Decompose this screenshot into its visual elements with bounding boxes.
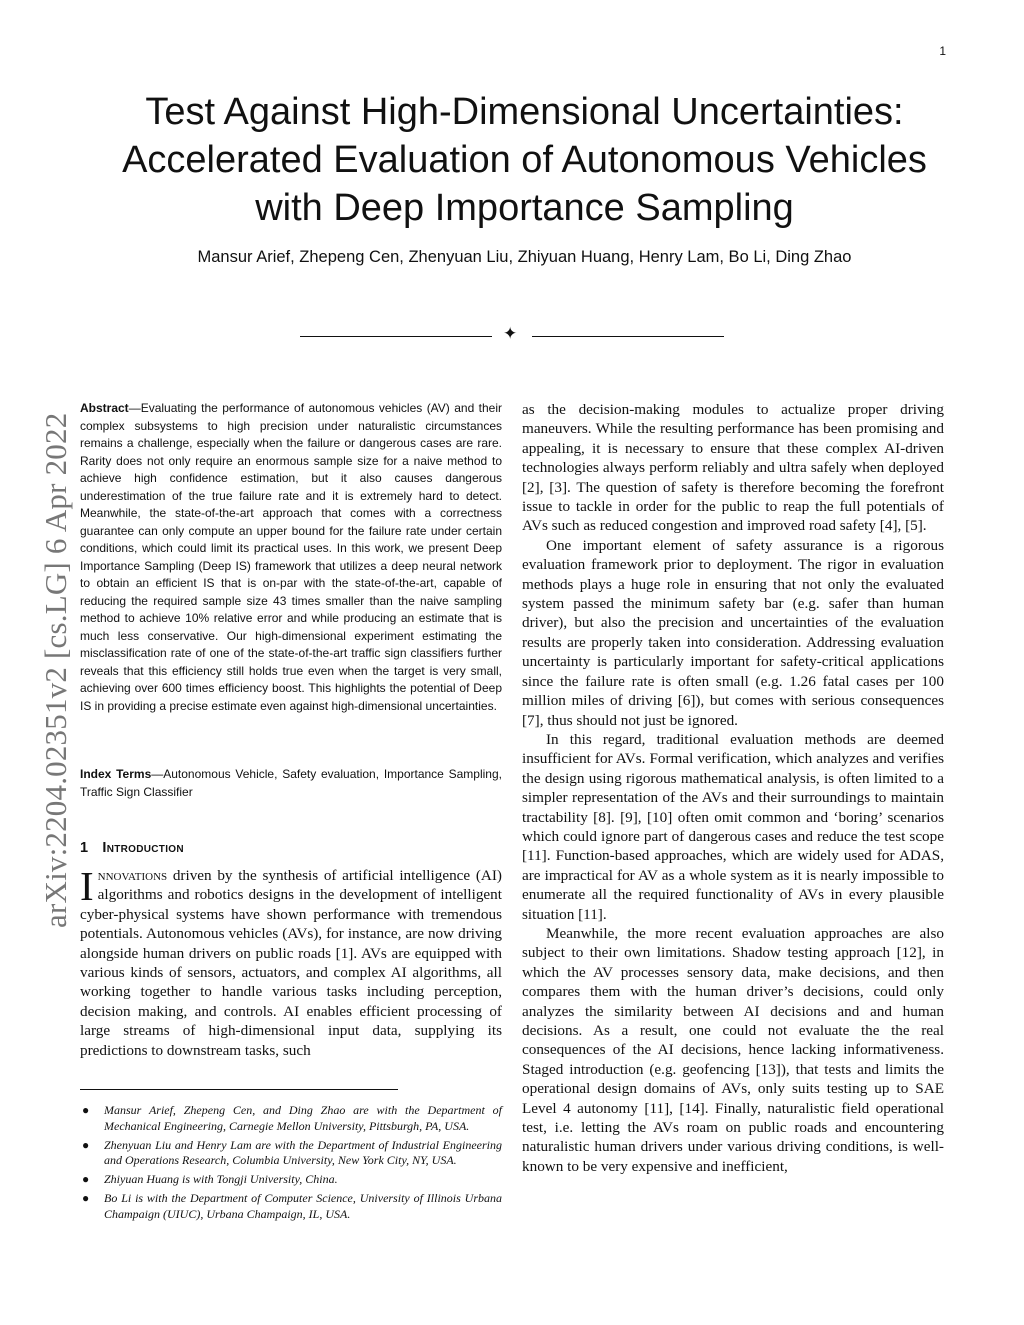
divider-line-right bbox=[532, 336, 724, 337]
affiliation-footnotes bbox=[80, 1103, 502, 1226]
title-line-2: Accelerated Evaluation of Autonomous Vehicles bbox=[122, 139, 927, 181]
footnote-text: Mansur Arief, Zhepeng Cen, and Ding Zhao are with the Department of Mechanical Engineering, Carnegie Mellon University, Pittsburgh, PA, USA. bbox=[104, 1103, 502, 1133]
body-paragraph: In this regard, traditional evaluation methods are deemed insufficient for AVs. Formal verification, which analyzes and verifies the design using rigorous mathematical analysis, is often limited to a simpler representation of the AVs and their surroundings to maintain tractability [8]. [9], [10] often omit common and ‘boring’ scenarios which could ignore part of dangerous cases and reduce the test scope [11]. Function-based approaches, which are widely used for ADAS, are impractical for AV as a whole system as it is nearly impossible to enumerate all the required functionality of AVs in every plausible situation [11]. bbox=[522, 730, 944, 923]
intro-text: driven by the synthesis of artificial intelligence (AI) algorithms and robotics designs in the development of intelligent cyber-physical systems have shown performance with tremendous potentials. Autonomous vehicles (AVs), for instance, are now driving alongside human drivers on public roads [1]. AVs are equipped with various kinds of sensors, actuators, and complex AI algorithms, all working together to handle various tasks including perception, decision making, and controls. AI enables efficient processing of large streams of high-dimensional input data, supplying its predictions to downstream tasks, such bbox=[80, 867, 502, 1059]
index-terms-label: Index Terms bbox=[80, 767, 152, 781]
divider-star-icon: ✦ bbox=[503, 324, 518, 344]
footnote-text: Zhiyuan Huang is with Tongji University, China. bbox=[104, 1172, 338, 1187]
footnote-item bbox=[80, 1172, 502, 1188]
footnote-item bbox=[80, 1191, 502, 1223]
abstract bbox=[80, 400, 502, 715]
title-line-1: Test Against High-Dimensional Uncertainties: bbox=[145, 91, 904, 133]
page-number: 1 bbox=[939, 44, 946, 58]
footnote-rule bbox=[80, 1089, 398, 1090]
intro-smallcaps: nnovations bbox=[97, 867, 168, 884]
body-paragraph: One important element of safety assurance is a rigorous evaluation framework prior to deployment. The rigor in evaluation methods plays a huge role in ensuring that not only the evaluated system passed the minimum safety bar (e.g. safer than human driver), but also the precision and uncertainties of the evaluation results are properly taken into consideration. Addressing evaluation uncertainty is particularly important for safety-critical applications since the failure rate is often small (e.g. 1.26 fatal cases per 100 million miles of driving [6]), but comes with serious consequences [7], thus should not just be ignored. bbox=[522, 536, 944, 729]
title-line-3: with Deep Importance Sampling bbox=[255, 187, 794, 229]
bullet-icon: ● bbox=[82, 1190, 90, 1205]
footnote-text: Bo Li is with the Department of Computer Science, University of Illinois Urbana Champaign (UIUC), Urbana Champaign, IL, USA. bbox=[104, 1190, 502, 1221]
section-heading-introduction bbox=[80, 840, 184, 856]
index-terms bbox=[80, 766, 502, 801]
bullet-icon: ● bbox=[82, 1137, 90, 1152]
author-list: Mansur Arief, Zhepeng Cen, Zhenyuan Liu, Zhiyuan Huang, Henry Lam, Bo Li, Ding Zhao bbox=[197, 248, 852, 266]
index-terms-text: —Autonomous Vehicle, Safety evaluation, Importance Sampling, Traffic Sign Classifier bbox=[80, 767, 502, 799]
drop-cap: I bbox=[80, 863, 94, 909]
divider-line-left bbox=[300, 336, 492, 337]
bullet-icon: ● bbox=[82, 1103, 90, 1117]
bullet-icon: ● bbox=[82, 1172, 90, 1187]
paper-title bbox=[70, 88, 979, 232]
arxiv-identifier: arXiv:2204.02351v2 [cs.LG] 6 Apr 2022 bbox=[38, 412, 73, 928]
body-paragraph: as the decision-making modules to actualize proper driving maneuvers. While the resulting performance has been promising and appealing, it is necessary to ensure that these complex AI-driven technologies always perform reliably and ultra safely when deployed [2], [3]. The question of safety is therefore becoming the forefront issue to tackle in order for the public to reap the full potentials of AVs such as reduced congestion and improved road safety [4], [5]. bbox=[522, 401, 944, 535]
body-paragraph: Meanwhile, the more recent evaluation approaches are also subject to their own limitations. Shadow testing approach [12], in which the AV processes sensory data, make decisions, and then compares them with the human driver’s decisions, could only analyzes the similarity between AI decisions and and human decisions. As a result, one could not evaluate the the real consequences of the AI decisions, hence lacking informativeness. Staged introduction (e.g. geofencing [13]), that tests and limits the operational design domains of AVs, only suits testing up to SAE Level 4 autonomy [11], [14]. Finally, naturalistic field operational test, i.e. letting the AVs roam on public roads and encountering naturalistic human drivers under various driving conditions, is well-known to be very expensive and inefficient, bbox=[522, 924, 944, 1175]
section-title: Introduction bbox=[102, 840, 184, 856]
footnote-item bbox=[80, 1138, 502, 1170]
right-column-body bbox=[522, 400, 944, 1176]
abstract-text: —Evaluating the performance of autonomous vehicles (AV) and their complex subsystems to high precision under naturalistic circumstances remains a challenge, especially when the failure or dangerous cases are rare. Rarity does not only require an enormous sample size for a naive method to achieve high confidence estimation, but it also causes dangerous underestimation of the true failure rate and it is extremely hard to detect. Meanwhile, the state-of-the-art approach that comes with a correctness guarantee can only compute an upper bound for the failure rate under certain conditions, which could limit its practical uses. In this work, we present Deep Importance Sampling (Deep IS) framework that utilizes a deep neural network to obtain an efficient IS that is on-par with the state-of-the-art, capable of reducing the required sample size 43 times smaller than the naive sampling method to achieve 10% relative error and while producing an estimate that is much less conservative. Our high-dimensional experiment estimating the misclassification rate of one of the state-of-the-art traffic sign classifiers further reveals that this efficiency still holds true even when the target is very small, achieving over 600 times efficiency boost. This highlights the potential of Deep IS in providing a precise estimate even against high-dimensional uncertainties. bbox=[80, 401, 502, 713]
section-number: 1 bbox=[80, 840, 89, 856]
title-divider bbox=[300, 326, 724, 346]
abstract-label: Abstract bbox=[80, 401, 129, 415]
footnote-text: Zhenyuan Liu and Henry Lam are with the Department of Industrial Engineering and Operations Research, Columbia University, New York City, NY, USA. bbox=[104, 1137, 502, 1168]
intro-paragraph bbox=[80, 863, 502, 1060]
footnote-item bbox=[80, 1103, 502, 1135]
